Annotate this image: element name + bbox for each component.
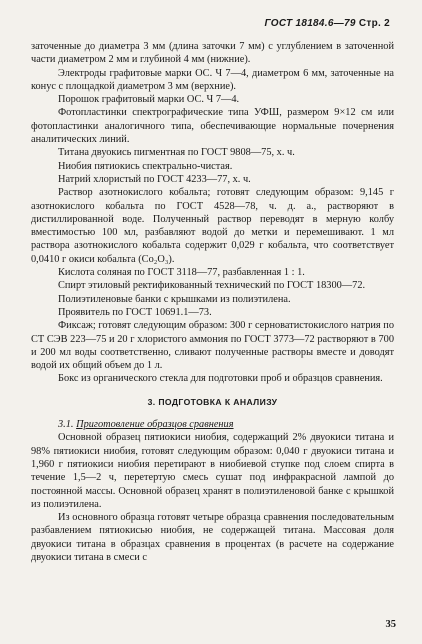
page-number: 35	[385, 619, 396, 630]
subsection-heading	[31, 418, 394, 431]
paragraph: Электроды графитовые марки ОС. Ч 7—4, диаметром 6 мм, заточенные на конус с площадкой диаметром 3 мм (верхние).	[31, 67, 394, 92]
paragraph: Проявитель по ГОСТ 10691.1—73.	[58, 306, 212, 318]
subsection-title: Приготовление образцов сравнения	[76, 419, 234, 431]
page-header	[264, 18, 390, 29]
document-body	[31, 40, 394, 564]
paragraph: Спирт этиловый ректификованный технический по ГОСТ 18300—72.	[58, 280, 366, 292]
paragraph: Натрий хлористый по ГОСТ 4233—77, х. ч.	[58, 173, 251, 185]
page-label: Стр. 2	[358, 18, 390, 29]
paragraph: Ниобия пятиокись спектрально-чистая.	[58, 160, 233, 172]
standard-number: ГОСТ 18184.6—79	[264, 18, 356, 29]
paragraph: Фотопластинки спектрографические типа УФШ, размером 9×12 см или фотопластинки аналогичного типа, обеспечивающие нормальные почернения аналитических линий.	[31, 107, 394, 146]
paragraph: заточенные до диаметра 3 мм (длина заточки 7 мм) с углублением в заточенной части диаметром 2 мм и глубиной 4 мм (нижние).	[31, 41, 394, 66]
paragraph: Порошок графитовый марки ОС. Ч 7—4.	[58, 94, 240, 106]
paragraph: Фиксаж; готовят следующим образом: 300 г серноватистокислого натрия по СТ СЭВ 223—75 и 20 г хлористого аммония по ГОСТ 3773—72 растворяют в 700 и 200 мл воды соответственно, сливают полученные растворы вместе и доводят водой их общий объем до 1 л.	[31, 320, 394, 372]
paragraph: Титана двуокись пигментная по ГОСТ 9808—75, х. ч.	[58, 147, 295, 159]
section-heading: 3. ПОДГОТОВКА К АНАЛИЗУ	[147, 396, 278, 407]
paragraph: Из основного образца готовят четыре образца сравнения последовательным разбавлением пятиокисью ниобия, не содержащей титана. Массовая доля двуокиси титана в образцах сравнения в процентах (в расчете на содержание двуокиси титана в смеси с	[31, 512, 394, 563]
subsection-number: 3.1.	[58, 419, 74, 431]
paragraph: Бокс из органического стекла для подготовки проб и образцов сравнения.	[58, 373, 383, 385]
paragraph: Полиэтиленовые банки с крышками из полиэтилена.	[58, 293, 291, 305]
paragraph: Основной образец пятиокиси ниобия, содержащий 2% двуокиси титана и 98% пятиокиси ниобия, готовят следующим образом: 0,040 г двуокиси титана и 1,960 г пятиокиси ниобия перетирают в ниобиевой ступке под слоем спирта в течение 1,5—2 ч, перетертую смесь сушат под инфракрасной лампой до постоянной массы. Основной образец хранят в полиэтиленовой банке с крышкой из полиэтилена.	[31, 432, 394, 510]
paragraph: Кислота соляная по ГОСТ 3118—77, разбавленная 1 : 1.	[58, 267, 305, 279]
paragraph: Раствор азотнокислого кобальта; готовят следующим образом: 9,145 г азотнокислого кобальта по ГОСТ 4528—78, ч. д. а., растворяют в дистиллированной воде. Полученный раствор переводят в мерную колбу вместимостью 100 мл, разбавляют водой до метки и перемешивают. 1 мл раствора азотнокислого кобальта содержит 0,029 г кобальта, что соответствует 0,0410 г окиси кобальта (Co₂O₃).	[31, 187, 394, 265]
